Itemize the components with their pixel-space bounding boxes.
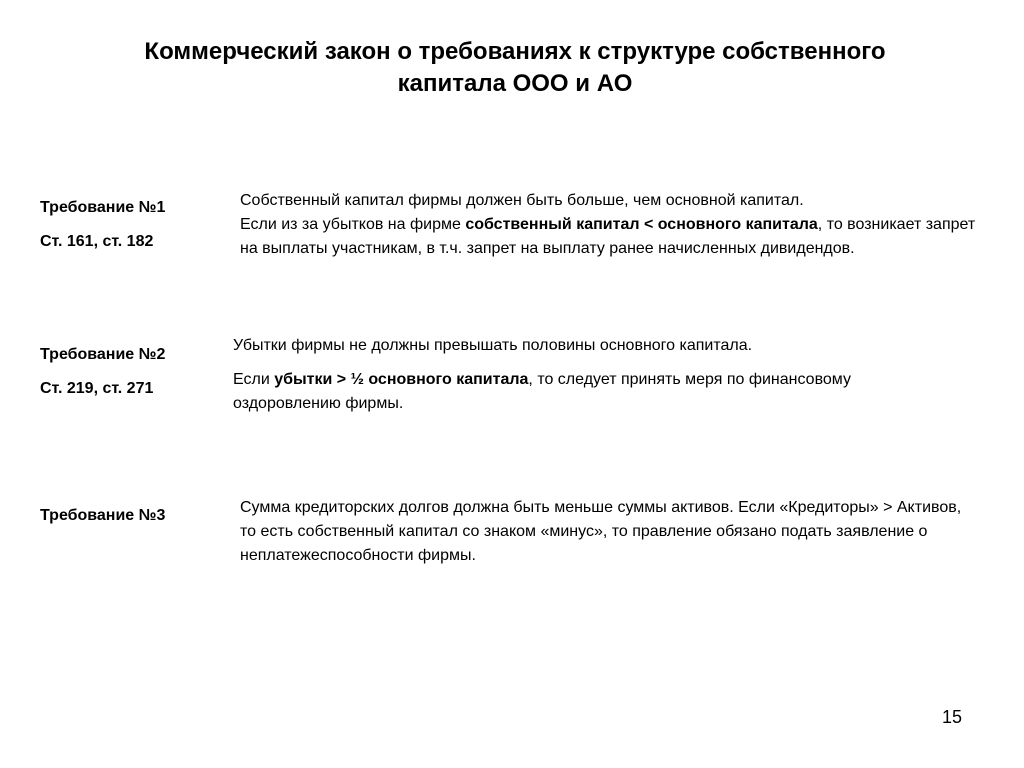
- requirement-1-articles: Ст. 161, ст. 182: [40, 233, 154, 250]
- requirement-3-paragraph-1: Сумма кредиторских долгов должна быть меньше суммы активов. Если «Кредиторы» > Активов, то есть собственный капитал со знаком «минус», то правление обязано подать заявление о неплатежеспособности фирмы.: [240, 499, 962, 564]
- requirement-2-label-block: [40, 345, 165, 399]
- requirement-2-paragraph-1: Убытки фирмы не должны превышать половины основного капитала.: [233, 337, 753, 354]
- requirement-1-paragraph-1: Собственный капитал фирмы должен быть больше, чем основной капитал.: [240, 192, 804, 209]
- requirement-1-text-pre: Если из за убытков на фирме: [240, 216, 466, 233]
- requirement-2-paragraph-2: [233, 368, 923, 416]
- requirement-1-text-bold: собственный капитал < основного капитала: [465, 216, 818, 233]
- page-number: 15: [941, 707, 962, 727]
- requirement-1-label: Требование №1: [40, 199, 166, 216]
- requirement-1-label-block: [40, 198, 165, 252]
- requirement-2-text-pre: Если: [233, 371, 275, 388]
- requirement-3-label: Требование №3: [40, 507, 166, 524]
- slide-title-line-1: Коммерческий закон о требованиях к структуре собственного: [144, 38, 886, 65]
- requirement-2-text-post: , то следует принять меря по финансовому оздоровлению фирмы.: [233, 371, 851, 412]
- slide-title-line-2: капитала ООО и АО: [397, 70, 633, 97]
- requirement-3-text: [240, 496, 980, 568]
- requirement-3-label-block: [40, 506, 165, 526]
- requirement-2-label: Требование №2: [40, 346, 166, 363]
- requirement-1-text-post: , то возникает запрет на выплаты участникам, в т.ч. запрет на выплату ранее начисленных дивидендов.: [240, 216, 976, 257]
- requirement-1-text: [240, 189, 980, 261]
- requirement-2-articles: Ст. 219, ст. 271: [40, 380, 154, 397]
- requirement-2-text-bold: убытки > ½ основного капитала: [274, 371, 529, 388]
- slide-title: [40, 36, 990, 100]
- requirement-1-paragraph-2: [240, 213, 980, 261]
- requirement-2-text: [233, 334, 923, 416]
